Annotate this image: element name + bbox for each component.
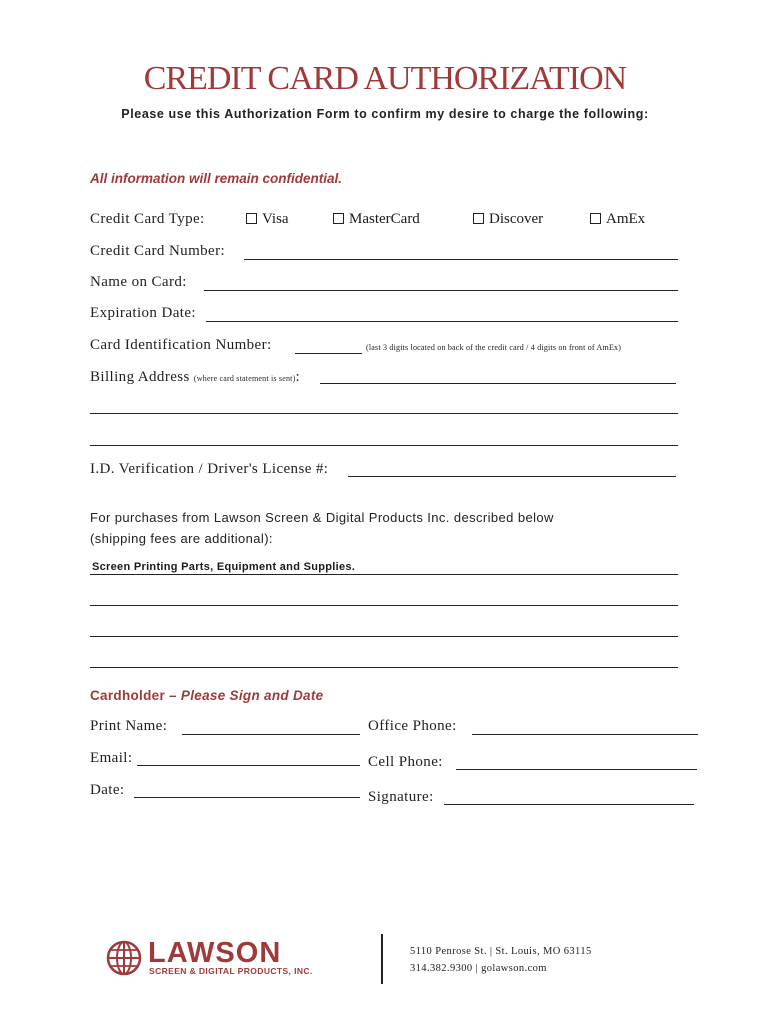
option-mastercard[interactable] (333, 211, 420, 228)
globe-logo-icon (106, 940, 142, 976)
cell-phone-field[interactable] (456, 769, 697, 770)
office-phone-field[interactable] (472, 734, 698, 735)
id-verification-label: I.D. Verification / Driver's License #: (90, 461, 329, 477)
card-number-field[interactable] (244, 259, 678, 260)
billing-address-field[interactable] (320, 383, 676, 384)
date-field[interactable] (134, 797, 360, 798)
signature-heading-italic: Please Sign and Date (180, 688, 324, 703)
billing-address-label (90, 369, 300, 386)
form-subtitle: Please use this Authorization Form to confirm my desire to charge the following: (121, 107, 649, 121)
checkbox-icon[interactable] (473, 213, 484, 224)
email-label: Email: (90, 750, 133, 766)
cell-phone-label: Cell Phone: (368, 754, 443, 770)
signature-heading (90, 688, 323, 703)
cid-field[interactable] (295, 353, 362, 354)
logo-wordmark: LAWSON (148, 937, 282, 969)
checkbox-icon[interactable] (333, 213, 344, 224)
form-title: CREDIT CARD AUTHORIZATION (143, 60, 627, 97)
cid-note: (last 3 digits located on back of the credit card / 4 digits on front of AmEx) (366, 343, 622, 352)
print-name-label: Print Name: (90, 718, 168, 734)
expiration-label: Expiration Date: (90, 305, 196, 321)
expiration-field[interactable] (206, 321, 678, 322)
print-name-field[interactable] (182, 734, 360, 735)
billing-label-text: Billing Address (90, 369, 190, 385)
shipping-note: (shipping fees are additional): (90, 531, 273, 546)
name-on-card-label: Name on Card: (90, 274, 187, 290)
purchase-line-2[interactable] (90, 605, 678, 606)
office-phone-label: Office Phone: (368, 718, 457, 734)
billing-colon: : (295, 369, 301, 385)
footer-address: 5110 Penrose St. | St. Louis, MO 63115 (410, 946, 592, 957)
card-type-label: Credit Card Type: (90, 211, 205, 227)
signature-field[interactable] (444, 804, 694, 805)
email-field[interactable] (137, 765, 360, 766)
logo-tagline: SCREEN & DIGITAL PRODUCTS, INC. (149, 966, 313, 976)
purchase-item: Screen Printing Parts, Equipment and Supplies. (92, 561, 356, 573)
billing-address-line-3[interactable] (90, 445, 678, 446)
name-on-card-field[interactable] (204, 290, 678, 291)
option-visa[interactable] (246, 211, 289, 228)
option-label: Visa (262, 211, 289, 227)
signature-label: Signature: (368, 789, 434, 805)
option-amex[interactable] (590, 211, 645, 228)
card-number-label: Credit Card Number: (90, 243, 226, 259)
billing-note: (where card statement is sent) (193, 374, 296, 383)
option-label: Discover (489, 211, 544, 227)
billing-address-line-2[interactable] (90, 413, 678, 414)
signature-heading-plain: Cardholder – (90, 688, 181, 703)
id-verification-field[interactable] (348, 476, 676, 477)
option-discover[interactable] (473, 211, 543, 228)
option-label: AmEx (606, 211, 646, 227)
footer-divider (381, 934, 383, 984)
footer-contact: 314.382.9300 | golawson.com (410, 963, 547, 974)
cid-label: Card Identification Number: (90, 337, 272, 353)
option-label: MasterCard (349, 211, 420, 227)
purchase-line-3[interactable] (90, 636, 678, 637)
purchase-line-1[interactable] (90, 574, 678, 575)
purchase-description: For purchases from Lawson Screen & Digital Products Inc. described below (90, 510, 554, 525)
purchase-line-4[interactable] (90, 667, 678, 668)
date-label: Date: (90, 782, 125, 798)
confidential-notice: All information will remain confidential. (90, 171, 343, 186)
checkbox-icon[interactable] (246, 213, 257, 224)
checkbox-icon[interactable] (590, 213, 601, 224)
